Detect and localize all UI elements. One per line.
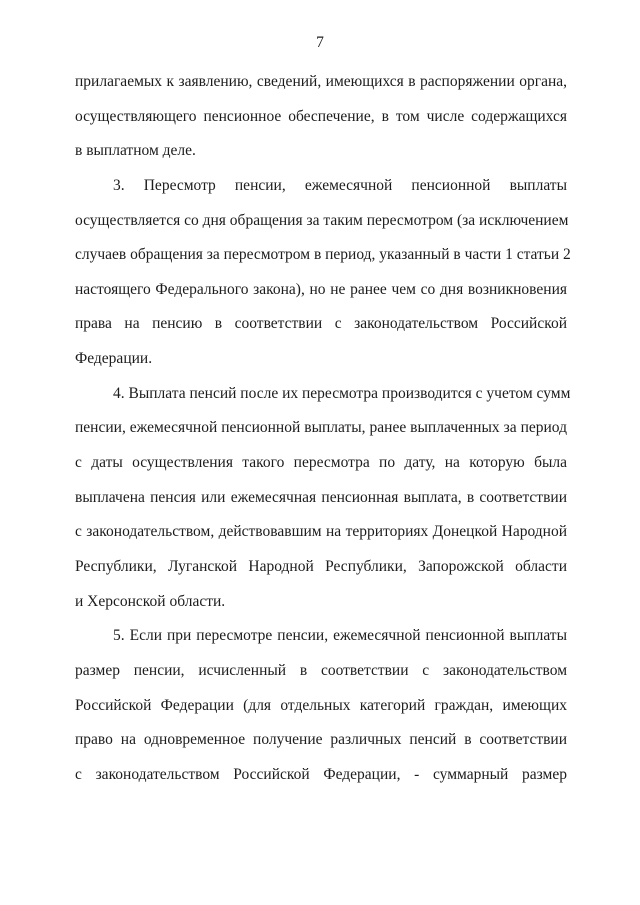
page-number: 7: [316, 34, 324, 51]
paragraph: [75, 377, 571, 619]
text-line: Российской Федерации (для отдельных категорий граждан, имеющих: [75, 696, 567, 714]
text-line: прилагаемых к заявлению, сведений, имеющихся в распоряжении органа,: [75, 73, 567, 90]
paragraph: [75, 169, 571, 377]
document-body: [75, 65, 571, 792]
text-line: и Херсонской области.: [75, 592, 226, 610]
text-line: размер пенсии, исчисленный в соответствии с законодательством: [75, 661, 567, 679]
text-line: настоящего Федерального закона), но не ранее чем со дня возникновения: [75, 280, 567, 298]
text-line: 3. Пересмотр пенсии, ежемесячной пенсионной выплаты: [113, 176, 567, 194]
text-line: случаев обращения за пересмотром в период, указанный в части 1 статьи 2: [75, 246, 571, 264]
text-line: права на пенсию в соответствии с законодательством Российской: [75, 315, 567, 333]
text-line: право на одновременное получение различных пенсий в соответствии: [75, 731, 567, 749]
text-line: Республики, Луганской Народной Республики, Запорожской области: [75, 557, 567, 575]
paragraph: [75, 65, 567, 169]
text-line: выплачена пенсия или ежемесячная пенсионная выплата, в соответствии: [75, 488, 567, 506]
text-line: с даты осуществления такого пересмотра по дату, на которую была: [75, 454, 567, 472]
text-line: в выплатном деле.: [75, 142, 196, 160]
text-line: Федерации.: [75, 350, 153, 368]
text-line: осуществляется со дня обращения за таким пересмотром (за исключением: [75, 211, 569, 229]
text-line: 4. Выплата пенсий после их пересмотра производится с учетом сумм: [113, 384, 571, 402]
text-line: пенсии, ежемесячной пенсионной выплаты, ранее выплаченных за период: [75, 419, 567, 437]
paragraph: [75, 619, 567, 792]
text-line: с законодательством, действовавшим на территориях Донецкой Народной: [75, 523, 567, 541]
text-line: с законодательством Российской Федерации, - суммарный размер: [75, 765, 567, 783]
text-line: 5. Если при пересмотре пенсии, ежемесячной пенсионной выплаты: [113, 627, 567, 645]
text-line: осуществляющего пенсионное обеспечение, в том числе содержащихся: [75, 107, 567, 125]
